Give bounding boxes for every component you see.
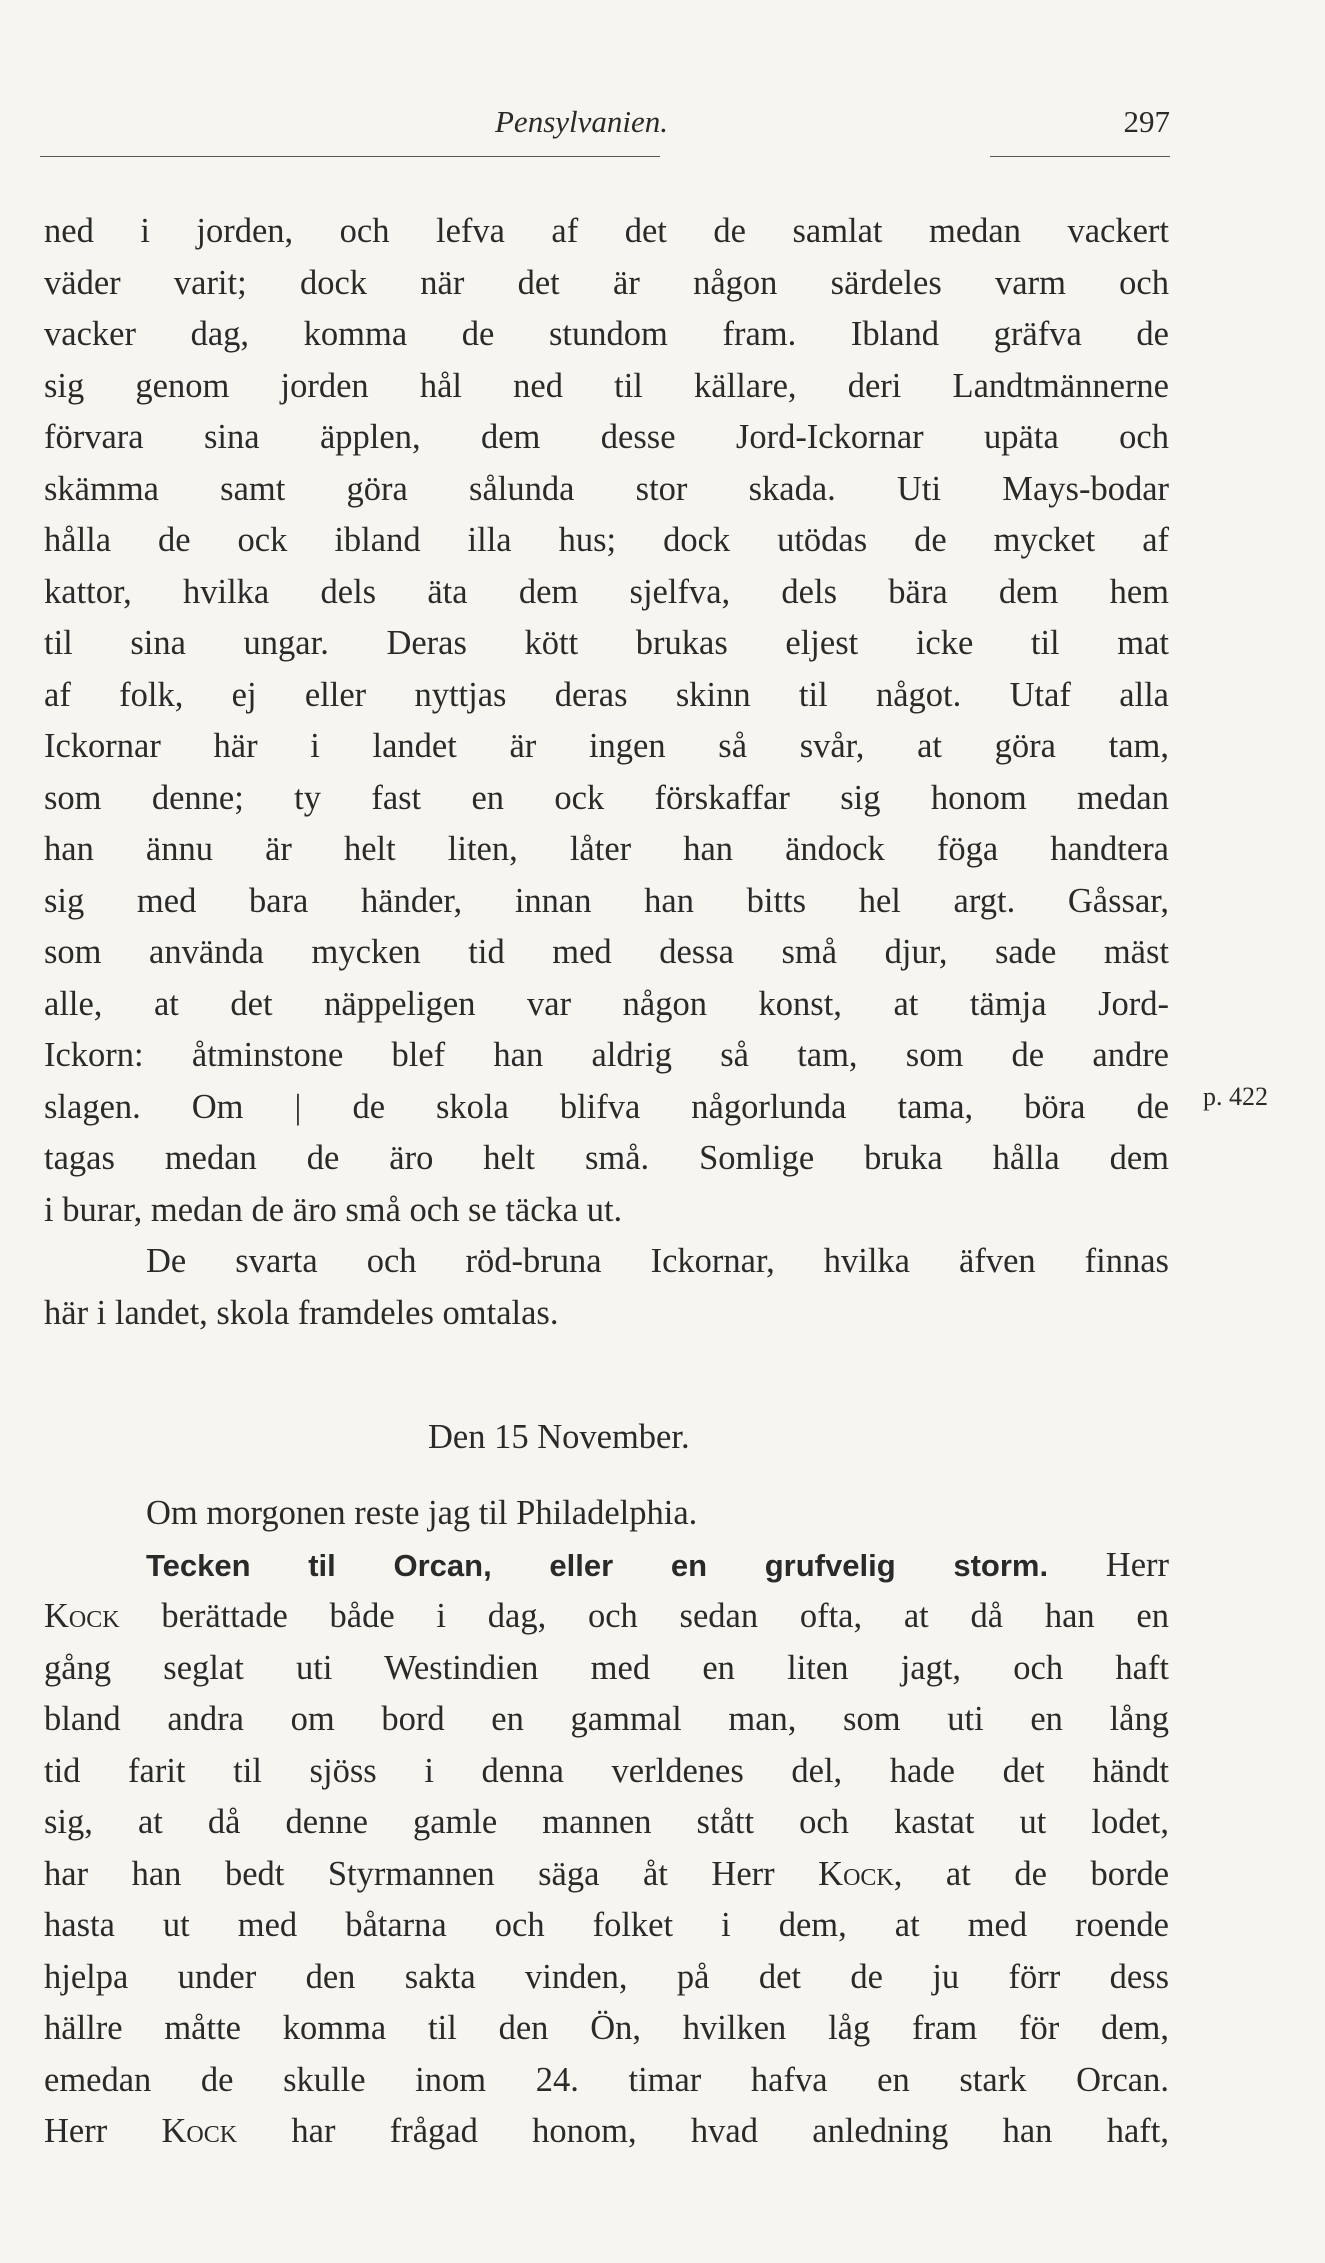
text-line: Om morgonen reste jag til Philadelphia. <box>146 1494 698 1532</box>
text-line: sig med bara händer, innan han bitts hel argt. Gåssar, <box>44 881 1169 920</box>
text-line: hålla de ock ibland illa hus; dock utödas de mycket af <box>44 521 1169 559</box>
text-line: väder varit; dock när det är någon särdeles varm och <box>44 263 1169 302</box>
person-name: Kock <box>161 2112 238 2150</box>
text-fragment: har frågad honom, hvad anledning han haft, <box>291 2112 1169 2150</box>
person-name: Kock <box>818 1854 894 1893</box>
text-line: af folk, ej eller nyttjas deras skinn til något. Utaf alla <box>44 675 1169 714</box>
date-heading: Den 15 November. <box>428 1418 690 1456</box>
margin-page-reference: p. 422 <box>1203 1082 1268 1111</box>
text-line: ned i jorden, och lefva af det de samlat medan vackert <box>44 212 1169 250</box>
running-title: Pensylvanien. <box>495 104 669 139</box>
body-text-block-2 <box>44 1488 1169 2158</box>
text-line: alle, at det näppeligen var någon konst, at tämja Jord- <box>44 984 1169 1023</box>
text-line <box>44 1591 1169 1643</box>
text-fragment: de skola blifva någorlunda tama, böra de <box>352 1087 1170 1126</box>
text-line: vacker dag, komma de stundom fram. Ibland gräfva de <box>44 315 1169 353</box>
header-rule-right <box>990 156 1170 157</box>
text-fragment: har han bedt Styrmannen säga åt Herr <box>44 1854 775 1893</box>
text-line <box>44 1082 1169 1134</box>
text-line: til sina ungar. Deras kött brukas eljest icke til mat <box>44 624 1169 662</box>
text-line: De svarta och röd-bruna Ickornar, hvilka äfven finnas <box>146 1242 1169 1280</box>
person-name: Kock <box>44 1597 120 1635</box>
text-line: tid farit til sjöss i denna verldenes del, hade det händt <box>44 1751 1169 1790</box>
text-line: Ickorn: åtminstone blef han aldrig så tam, som de andre <box>44 1036 1169 1074</box>
text-line: han ännu är helt liten, låter han ändock föga handtera <box>44 830 1169 868</box>
text-line: som använda mycken tid med dessa små djur, sade mäst <box>44 933 1169 971</box>
text-line: förvara sina äpplen, dem desse Jord-Ickornar upäta och <box>44 418 1169 456</box>
text-line: här i landet, skola framdeles omtalas. <box>44 1293 559 1332</box>
text-fragment: slagen. Om <box>44 1087 244 1126</box>
text-fragment: berättade både i dag, och sedan ofta, at då han en <box>161 1597 1169 1635</box>
page-header <box>40 104 1170 154</box>
text-line: i burar, medan de äro små och se täcka ut. <box>44 1190 623 1229</box>
text-line: sig, at då denne gamle mannen stått och kastat ut lodet, <box>44 1803 1169 1841</box>
section-heading: Tecken til Orcan, eller en grufvelig storm. <box>146 1547 1049 1583</box>
text-line: hasta ut med båtarna och folket i dem, at med roende <box>44 1906 1169 1944</box>
text-fragment: , at de borde <box>893 1854 1170 1893</box>
text-line <box>44 1540 1169 1592</box>
text-line: gång seglat uti Westindien med en liten jagt, och haft <box>44 1648 1169 1687</box>
text-line: emedan de skulle inom 24. timar hafva en stark Orcan. <box>44 2060 1169 2099</box>
text-line: som denne; ty fast en ock förskaffar sig honom medan <box>44 778 1169 817</box>
text-fragment: Herr <box>1105 1545 1170 1584</box>
body-text-block-1 <box>44 206 1169 1339</box>
text-fragment: Herr <box>44 2112 108 2150</box>
text-line <box>44 2106 1169 2158</box>
text-line: hjelpa under den sakta vinden, på det de ju förr dess <box>44 1957 1169 1996</box>
text-line: skämma samt göra sålunda stor skada. Uti Mays-bodar <box>44 469 1169 508</box>
text-line: hällre måtte komma til den Ön, hvilken låg fram för dem, <box>44 2009 1169 2047</box>
text-line: Ickornar här i landet är ingen så svår, at göra tam, <box>44 727 1169 765</box>
page-break-marker: | <box>294 1087 302 1126</box>
text-line: kattor, hvilka dels äta dem sjelfva, dels bära dem hem <box>44 572 1169 611</box>
text-line: bland andra om bord en gammal man, som uti en lång <box>44 1700 1169 1738</box>
text-line: sig genom jorden hål ned til källare, deri Landtmännerne <box>44 366 1169 405</box>
page-number: 297 <box>1123 104 1170 139</box>
header-rule-left <box>40 156 660 157</box>
text-line <box>44 1849 1169 1901</box>
text-line: tagas medan de äro helt små. Somlige bruka hålla dem <box>44 1139 1169 1177</box>
